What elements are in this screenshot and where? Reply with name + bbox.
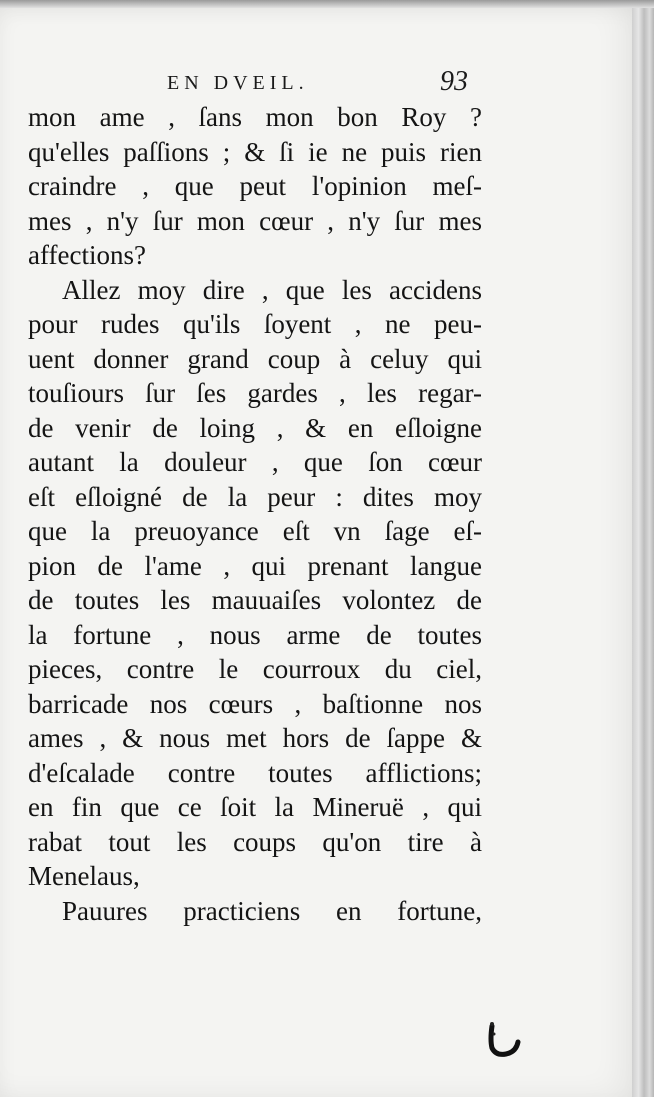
- text-line: rabat tout les coups qu'on tire à: [28, 826, 482, 857]
- text-line: de venir de loing , & en eſloigne: [28, 412, 482, 443]
- text-line: pion de l'ame , qui prenant langue: [28, 550, 482, 581]
- text-line: la fortune , nous arme de toutes: [28, 619, 482, 650]
- text-line: de toutes les mauuaiſes volontez de: [28, 585, 482, 615]
- text-line: eſt eſloigné de la peur : dites moy: [28, 481, 482, 512]
- text-line: pieces, contre le courroux du ciel,: [28, 654, 482, 684]
- top-edge: [0, 0, 654, 8]
- text-line: d'eſcalade contre toutes afflictions;: [28, 757, 482, 788]
- text-line: craindre , que peut l'opinion meſ-: [28, 171, 482, 201]
- text-line: que la preuoyance eſt vn ſage eſ-: [28, 516, 482, 546]
- text-line: en fin que ce ſoit la Mineruë , qui: [28, 792, 482, 822]
- text-line: pour rudes qu'ils ſoyent , ne peu-: [28, 309, 482, 339]
- text-line: autant la douleur , que ſon cœur: [28, 447, 482, 477]
- text-line: affections?: [28, 240, 146, 270]
- text-line: Menelaus,: [28, 861, 140, 891]
- text-line: Allez moy dire , que les accidens: [62, 274, 482, 305]
- text-line: touſiours ſur ſes gardes , les regar-: [28, 378, 482, 408]
- ornament-mark: [486, 1020, 522, 1058]
- body-text: [28, 100, 482, 928]
- text-line: mes , n'y ſur mon cœur , n'y ſur mes: [28, 205, 482, 236]
- text-line: qu'elles paſſions ; & ſi ie ne puis rien: [28, 136, 482, 167]
- page-number: 93: [440, 66, 468, 97]
- page-edge: [632, 0, 654, 1097]
- text-line: uent donner grand coup à celuy qui: [28, 343, 482, 374]
- text-line: barricade nos cœurs , baſtionne nos: [28, 688, 482, 719]
- running-head: EN DVEIL.: [167, 72, 309, 94]
- text-line: Pauures practiciens en fortune,: [62, 895, 482, 926]
- text-line: ames , & nous met hors de ſappe &: [28, 723, 482, 753]
- text-line: mon ame , ſans mon bon Roy ?: [28, 102, 482, 132]
